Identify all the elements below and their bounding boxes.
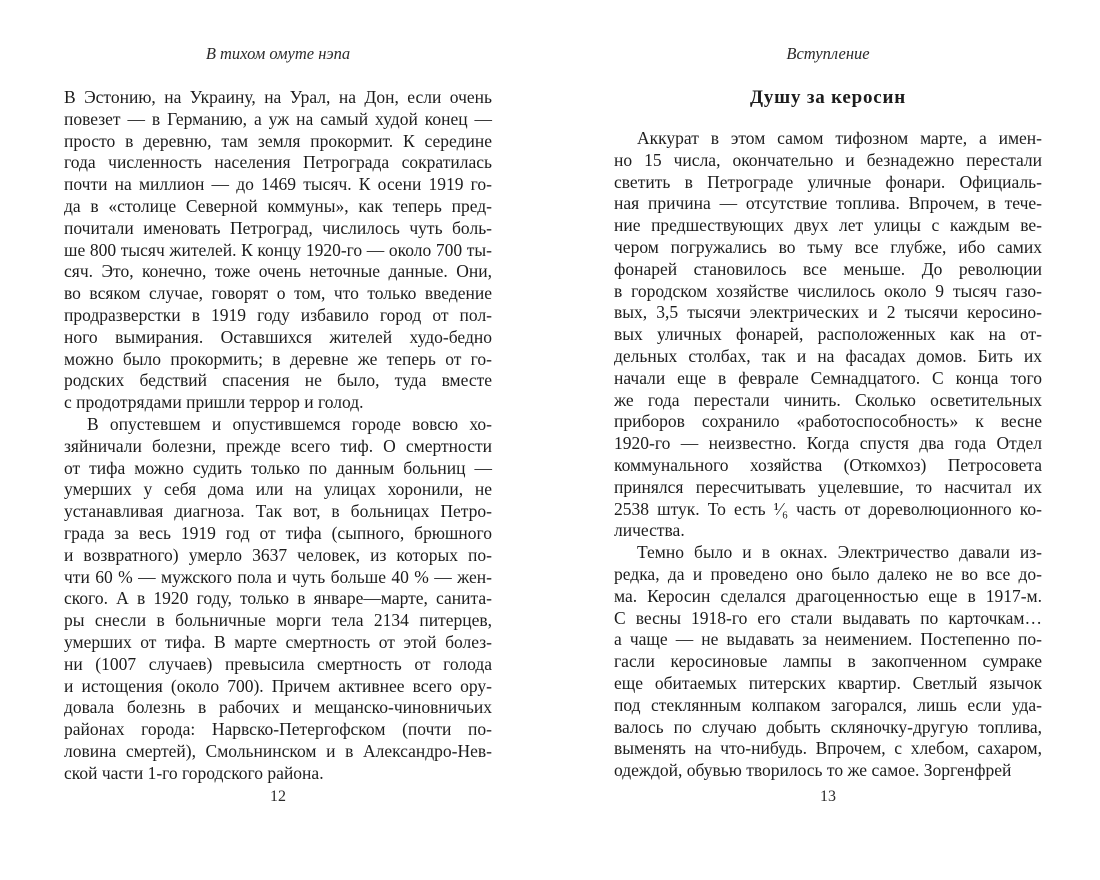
text-line: же года перестали чинить. Сколько осветительных <box>614 389 1042 410</box>
text-line: умерших от тифа. В марте смертность от этой болез- <box>64 631 492 652</box>
text-line: града за весь 1919 год от тифа (сыпного, брюшного <box>64 522 492 543</box>
left-page <box>64 44 492 844</box>
text-line: Темно было и в окнах. Электричество давали из- <box>637 542 1042 563</box>
text-line: и истощения (около 700). Причем активнее всего ору- <box>64 675 492 696</box>
text-line: умерших у себя дома или на улицах хоронили, не <box>64 479 492 500</box>
left-running-head: В тихом омуте нэпа <box>205 44 351 63</box>
paragraph <box>64 87 492 414</box>
text-line: В опустевшем и опустившемся городе вовсю хо- <box>87 413 492 434</box>
text-line: приборов сохранило «работоспособность» к весне <box>614 411 1042 432</box>
right-running-head: Вступление <box>786 44 870 63</box>
text-line: с продотрядами пришли террор и голод. <box>64 392 364 413</box>
text-line: ловина смертей), Смольнинском и в Александро-Нев- <box>64 740 492 761</box>
text-line: фонарей становилось все меньше. До революции <box>614 258 1042 279</box>
text-line: во всяком случае, говорят о том, что только введение <box>64 283 492 304</box>
text-line: года численность населения Петрограда сократилась <box>64 152 492 173</box>
text-line: ние предшествующих двух лет улицы с каждым ве- <box>614 215 1042 236</box>
text-line: районах города: Нарвско-Петергофском (почти по- <box>64 719 492 740</box>
text-line: 2538 штук. То есть ¹⁄₆ часть от дореволюционного ко- <box>614 498 1042 519</box>
text-line: ни (1007 случаев) превысила смертность от голода <box>64 653 492 674</box>
text-line: дельных столбах, так и на фасадах домов. Бить их <box>614 345 1042 366</box>
chapter-heading: Душу за керосин <box>749 87 907 108</box>
text-line: ма. Керосин сделался драгоценностью еще в 1917-м. <box>614 585 1042 606</box>
text-line: в городском хозяйстве числилось около 9 тысяч газо- <box>614 280 1042 301</box>
text-line: ная причина — отсутствие топлива. Впрочем, в тече- <box>614 193 1042 214</box>
right-page-body <box>614 128 1042 782</box>
text-line: родских бедствий спасения не было, туда вместе <box>64 370 492 391</box>
text-line: начали еще в феврале Семнадцатого. С конца того <box>614 367 1042 388</box>
right-page <box>614 44 1042 844</box>
text-line: ше 800 тысяч жителей. К концу 1920-го — около 700 ты- <box>64 239 492 260</box>
text-line: принялся пересчитывать уцелевшие, то насчитал их <box>614 476 1042 497</box>
text-line: под стеклянным колпаком загорался, лишь если уда- <box>614 694 1042 715</box>
text-line: вых уличных фонарей, расположенных как на от- <box>614 324 1042 345</box>
text-line: повезет — в Германию, а уж на самый худой конец — <box>64 108 492 129</box>
text-line: довала болезнь в рабочих и мещанско-чиновничьих <box>64 697 492 718</box>
text-line: светить в Петрограде уличные фонари. Официаль- <box>614 171 1042 192</box>
left-page-number: 12 <box>270 788 286 805</box>
text-line: вых, 3,5 тысячи электрических и 2 тысячи керосино- <box>614 302 1042 323</box>
left-page-body <box>64 87 492 785</box>
text-line: устанавливая диагноза. Так вот, в больницах Петро- <box>64 501 492 522</box>
text-line: но 15 числа, окончательно и безнадежно перестали <box>614 149 1042 170</box>
text-line: сяч. Это, конечно, тоже очень неточные данные. Они, <box>64 261 492 282</box>
paragraph <box>64 414 492 785</box>
paragraph <box>614 128 1042 542</box>
text-line: чти 60 % — мужского пола и чуть больше 40 % — жен- <box>64 566 492 587</box>
text-line: ного вымирания. Оставшихся жителей худо-бедно <box>64 326 492 347</box>
text-line: да в «столице Северной коммуны», как теперь пред- <box>64 195 492 216</box>
text-line: валось по случаю добыть скляночку-другую топлива, <box>614 716 1042 737</box>
text-line: ской части 1-го городского района. <box>64 762 324 783</box>
right-page-number: 13 <box>820 788 836 805</box>
text-line: личества. <box>614 520 685 541</box>
text-line: выменять на что-нибудь. Впрочем, с хлебом, сахаром, <box>614 738 1042 759</box>
text-line: почти на миллион — до 1469 тысяч. К осени 1919 го- <box>64 174 492 195</box>
text-line: В Эстонию, на Украину, на Урал, на Дон, если очень <box>64 87 492 107</box>
text-line: зяйничали болезни, прежде всего тиф. О смертности <box>64 435 492 456</box>
text-line: С весны 1918-го его стали выдавать по карточкам… <box>614 607 1042 628</box>
text-line: ского. А в 1920 году, только в январе—марте, санита- <box>64 588 492 609</box>
text-line: а чаще — не выдавать за неимением. Постепенно по- <box>614 629 1042 650</box>
text-line: одеждой, обувью творилось то же самое. Зоргенфрей <box>614 760 1012 781</box>
paragraph <box>614 542 1042 782</box>
text-line: еще обитаемых питерских квартир. Светлый язычок <box>614 672 1042 693</box>
text-line: коммунального хозяйства (Откомхоз) Петросовета <box>614 454 1042 475</box>
text-line: ры снесли в больничные морги тела 2134 питерцев, <box>64 610 492 631</box>
text-line: и возвратного) умерло 3637 человек, из которых по- <box>64 544 492 565</box>
text-line: гасли керосиновые лампы в закопченном сумраке <box>614 651 1042 672</box>
text-line: продразверстки в 1919 году избавило город от пол- <box>64 304 492 325</box>
text-line: почитали именовать Петроград, числилось чуть боль- <box>64 217 492 238</box>
text-line: просто в деревню, там земля прокормит. К середине <box>64 130 492 151</box>
text-line: Аккурат в этом самом тифозном марте, а имен- <box>637 128 1042 148</box>
text-line: от тифа можно судить только по данным больниц — <box>64 457 492 478</box>
text-line: редка, да и проведено оно было далеко не во все до- <box>614 563 1042 584</box>
text-line: можно было прокормить; в деревне же теперь от го- <box>64 348 492 369</box>
text-line: чером погружались во тьму все глубже, ибо самих <box>614 236 1042 257</box>
text-line: 1920-го — неизвестно. Когда спустя два года Отдел <box>614 433 1042 454</box>
